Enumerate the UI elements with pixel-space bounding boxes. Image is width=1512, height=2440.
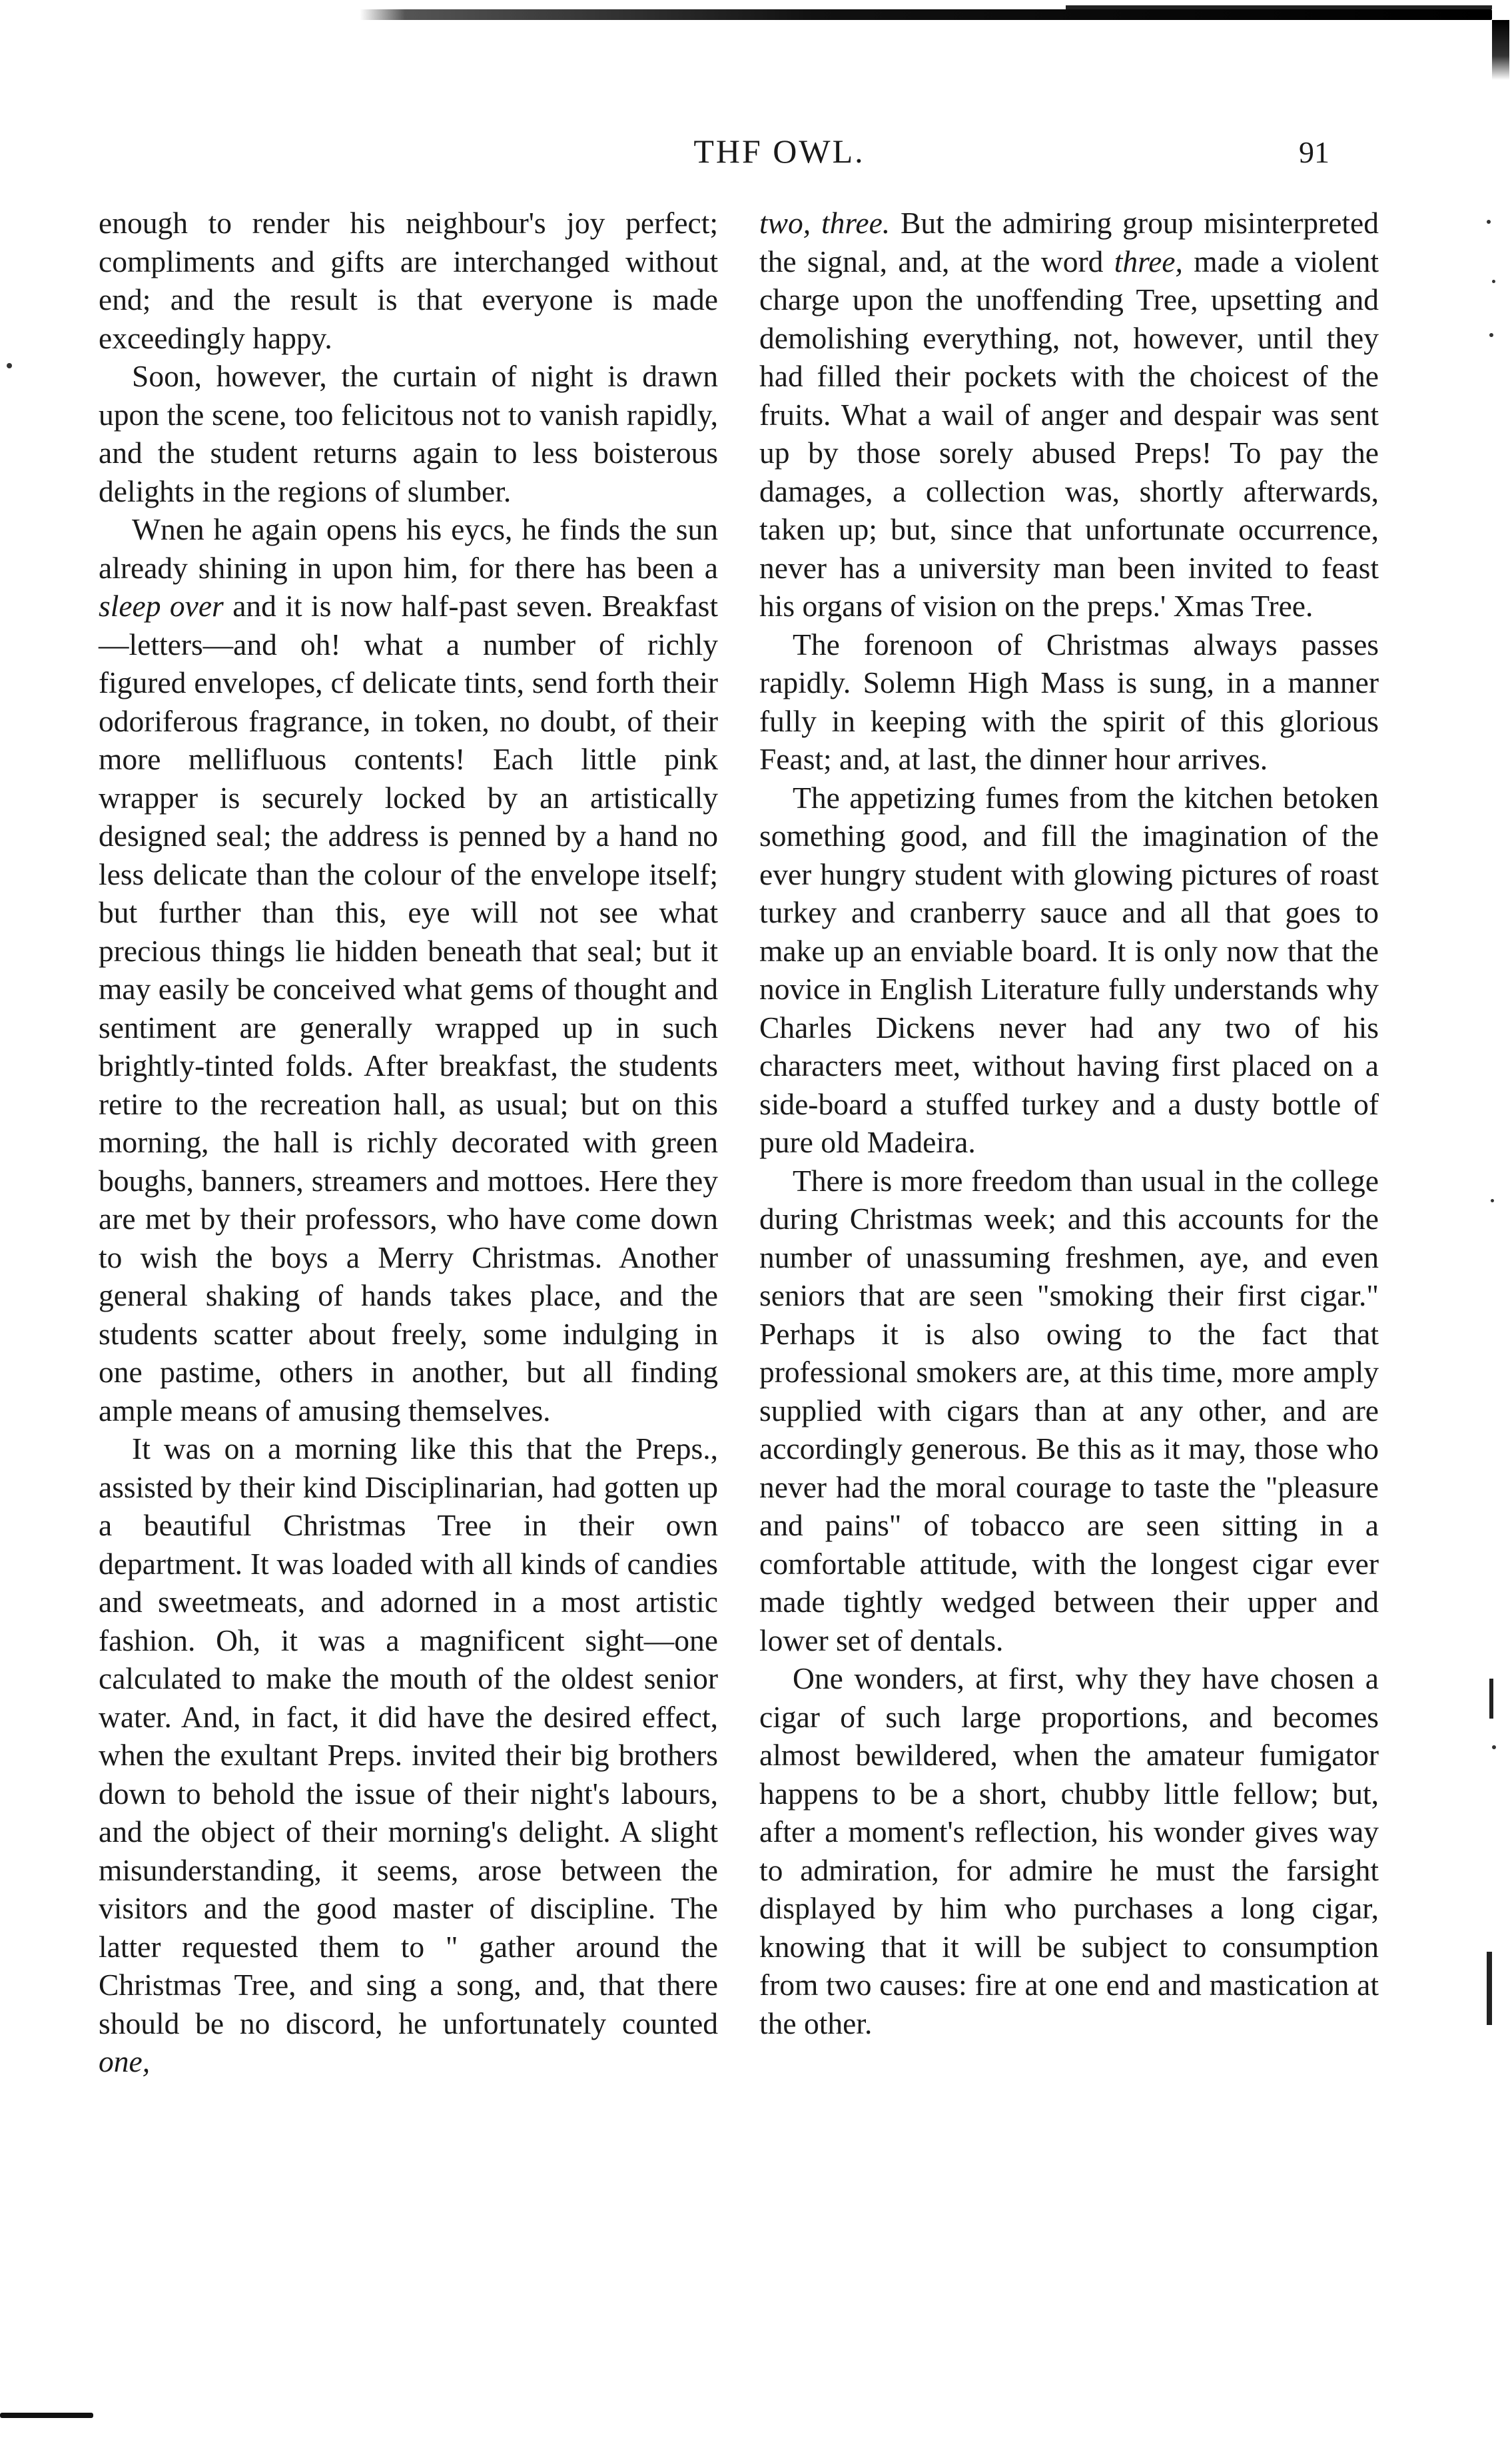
margin-speck — [1492, 1745, 1496, 1749]
text-run: The forenoon of Christmas always passes rapidly. Solemn High Mass is sung, in a manner fully in keeping with the spirit of this glorious Feast; and, at last, the dinner hour arrives. — [759, 627, 1379, 776]
italic-text: two, three. — [759, 206, 891, 240]
running-title: THF OWL. — [693, 133, 865, 170]
top-border-rule — [360, 9, 1492, 20]
margin-speck — [1492, 280, 1495, 283]
paragraph — [759, 204, 1379, 625]
margin-speck — [1489, 333, 1493, 337]
text-run: Soon, however, the curtain of night is drawn upon the scene, too felicitous not to vanish rapidly, and the student returns again to less boisterous delights in the regions of slumber. — [99, 359, 718, 508]
text-run: enough to render his neighbour's joy perfect; compliments and gifts are interchanged without end; and the result is that everyone is made exceedingly happy. — [99, 206, 718, 355]
paragraph — [759, 1162, 1379, 1660]
margin-mark — [1487, 1952, 1492, 2025]
text-run: One wonders, at first, why they have chosen a cigar of such large proportions, and becomes almost bewildered, when the amateur fumigator happens to be a short, chubby little fellow; but, after a moment's reflection, his wonder gives way to admiration, for admire he must the farsight displayed by him who purchases a long cigar, knowing that it will be subject to consumption from two causes: fire at one end and mastication at the other. — [759, 1661, 1379, 2040]
page-number: 91 — [1299, 135, 1329, 169]
text-run: It was on a morning like this that the Preps., assisted by their kind Disciplinarian, had gotten up a beautiful Christmas Tree in their own department. It was loaded with all kinds of candies and sweetmeats, and adorned in a most artistic fashion. Oh, it was a magnificent sight—one calculated to make the mouth of the oldest senior water. And, in fact, it did have the desired effect, when the exultant Preps. invited their big brothers down to behold the issue of their night's labours, and the object of their morning's delight. A slight misunderstanding, it seems, arose between the visitors and the good master of discipline. The latter requested them to " gather around the Christmas Tree, and sing a song, and, that there should be no discord, he unfortunately counted — [99, 1431, 718, 2040]
page-corner-mark — [1492, 20, 1509, 80]
italic-text: one, — [99, 2044, 151, 2078]
text-run: But the admiring group misinterpreted the signal, and, at the word — [759, 206, 1379, 278]
paragraph — [99, 204, 718, 357]
paragraph — [759, 779, 1379, 1162]
paragraph — [99, 510, 718, 1429]
bottom-border-rule — [0, 2413, 93, 2418]
paragraph — [99, 1429, 718, 2081]
left-text-column — [99, 204, 718, 2081]
paragraph — [99, 357, 718, 510]
paragraph — [759, 1659, 1379, 2042]
margin-speck — [1487, 220, 1491, 224]
paragraph — [759, 625, 1379, 779]
text-run: made a violent charge upon the unoffending Tree, upsetting and demolishing everything, not, however, until they had filled their pockets with the choicest of the fruits. What a wail of anger and despair was sent up by those sorely abused Preps! To pay the damages, a collection was, shortly afterwards, taken up; but, since that unfortunate occurrence, never has a university man been invited to feast his organs of vision on the preps.' Xmas Tree. — [759, 244, 1379, 623]
text-run: Wnen he again opens his eycs, he finds the sun already shining in upon him, for there has been a — [99, 512, 718, 585]
margin-speck — [1491, 1199, 1494, 1202]
margin-mark — [1489, 1679, 1493, 1719]
text-run: The appetizing fumes from the kitchen betoken something good, and fill the imagination of the ever hungry student with glowing pictures of roast turkey and cranberry sauce and all that goes to make up an enviable board. It is only now that the novice in English Literature fully understands why Charles Dickens never had any two of his characters meet, without having first placed on a side-board a stuffed turkey and a dusty bottle of pure old Madeira. — [759, 780, 1379, 1159]
text-run: and it is now half-past seven. Breakfast—letters—and oh! what a number of richly figured envelopes, cf delicate tints, send forth their odoriferous fragrance, in token, no doubt, of their more mellifluous contents! Each little pink wrapper is securely locked by an artistically designed seal; the address is penned by a hand no less delicate than the colour of the envelope itself; but further than this, eye will not see what precious things lie hidden beneath that seal; but it may easily be conceived what gems of thought and sentiment are generally wrapped up in such brightly-tinted folds. After breakfast, the students retire to the recreation hall, as usual; but on this morning, the hall is richly decorated with green boughs, banners, streamers and mottoes. Here they are met by their professors, who have come down to wish the boys a Merry Christmas. Another general shaking of hands takes place, and the students scatter about freely, some indulging in one pastime, others in another, but all finding ample means of amusing themselves. — [99, 589, 718, 1427]
right-text-column — [759, 204, 1379, 2042]
italic-text: sleep over — [99, 589, 224, 623]
margin-speck — [7, 363, 12, 368]
text-run: There is more freedom than usual in the college during Christmas week; and this accounts for the number of unassuming freshmen, aye, and even seniors that are seen "smoking their first cigar." Perhaps it is also owing to the fact that professional smokers are, at this time, more amply supplied with cigars than at any other, and are accordingly generous. Be this as it may, those who never had the moral courage to taste the "pleasure and pains" of tobacco are seen sitting in a comfortable attitude, with the longest cigar ever made tightly wedged between their upper and lower set of dentals. — [759, 1163, 1379, 1657]
italic-text: three, — [1114, 244, 1183, 278]
page-header — [0, 132, 1512, 179]
